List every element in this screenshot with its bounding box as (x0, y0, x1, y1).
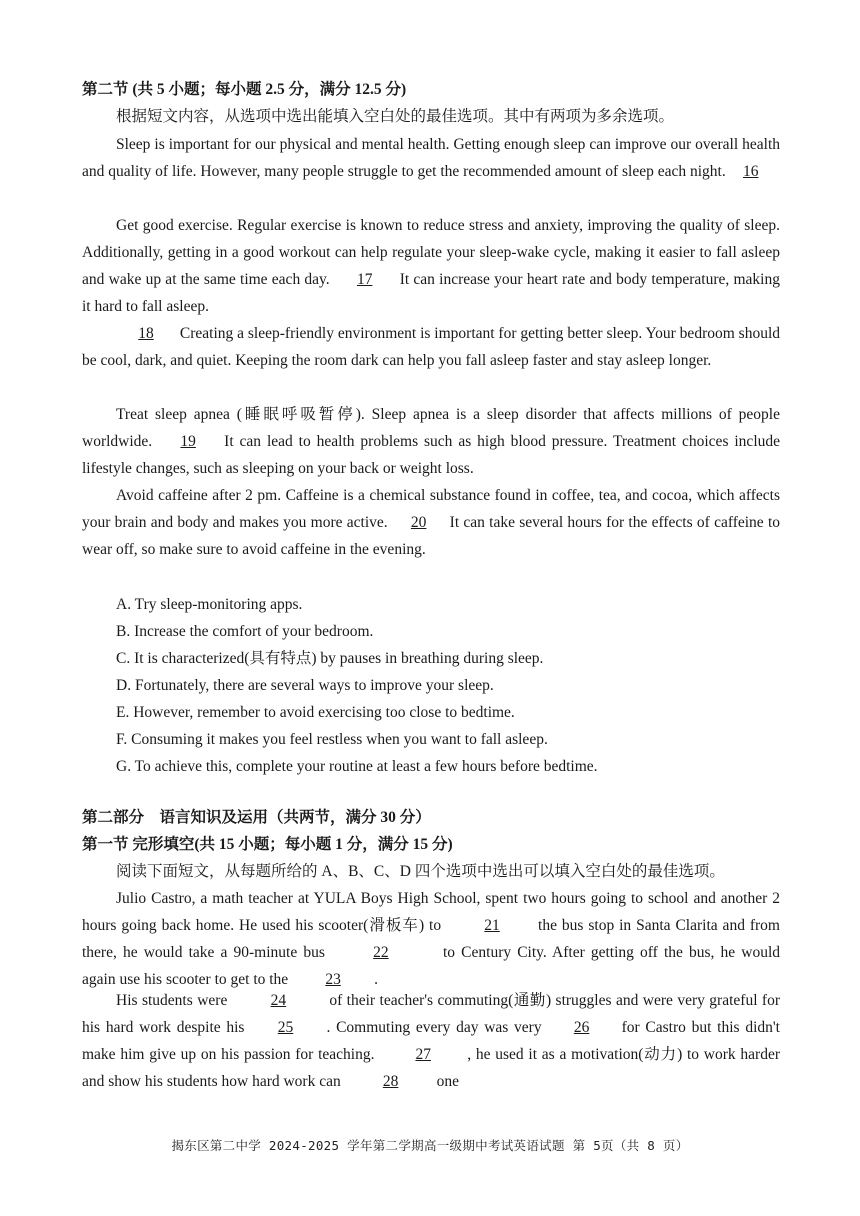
option-a: A. Try sleep-monitoring apps. (116, 596, 303, 613)
part-heading: 第二部分 语言知识及运用（共两节，满分 30 分） (82, 809, 431, 826)
paragraph-text: to Century City. After getting off the bus, he would again use his scooter to get to the (82, 944, 781, 988)
paragraph-text: of their teacher's commuting(通勤) struggles and were very grateful for his hard work despite his (82, 992, 781, 1036)
passage-paragraph-3 (82, 320, 780, 374)
option-g: G. To achieve this, complete your routine at least a few hours before bedtime. (116, 758, 598, 775)
answer-blank-26[interactable]: 26 (573, 1019, 590, 1036)
paragraph-text: Treat sleep apnea (睡眠呼吸暂停). Sleep apnea is a sleep disorder that affects millions of people worldwide. (82, 406, 780, 450)
paragraph-text: It can lead to health problems such as high blood pressure. Treatment choices include lifestyle changes, such as sleeping on your back or weight loss. (82, 433, 780, 477)
option-c: C. It is characterized(具有特点) by pauses in breathing during sleep. (116, 650, 544, 667)
option-d: D. Fortunately, there are several ways to improve your sleep. (116, 677, 494, 694)
answer-blank-25[interactable]: 25 (277, 1019, 294, 1036)
paragraph-text: Get good exercise. Regular exercise is known to reduce stress and anxiety, improving the quality of sleep. Additionally, getting in a good workout can help regulate your sleep-wake cycle, making it easier to fall asleep and wake up at the same time each day. (82, 217, 780, 288)
passage-paragraph-1 (82, 131, 780, 185)
paragraph-text: Avoid caffeine after 2 pm. Caffeine is a chemical substance found in coffee, tea, and cocoa, which affects your brain and body and makes you more active. (82, 487, 780, 531)
section-heading: 第一节 完形填空(共 15 小题；每小题 1 分，满分 15 分) (82, 836, 453, 853)
answer-blank-20[interactable]: 20 (410, 514, 427, 531)
option-f: F. Consuming it makes you feel restless when you want to fall asleep. (116, 731, 548, 748)
answer-blank-22[interactable]: 22 (373, 944, 389, 961)
paragraph-text: for Castro but this didn't make him give up on his passion for teaching. (82, 1019, 780, 1063)
paragraph-text: His students were (116, 992, 228, 1009)
answer-blank-28[interactable]: 28 (382, 1073, 399, 1090)
paragraph-text: Creating a sleep-friendly environment is important for getting better sleep. Your bedroom should be cool, dark, and quiet. Keeping the room dark can help you fall asleep faster and stay asleep longer. (82, 325, 780, 369)
cloze-paragraph-1 (82, 885, 780, 993)
paragraph-text: one (436, 1073, 459, 1090)
answer-blank-23[interactable]: 23 (325, 971, 341, 988)
paragraph-text: , he used it as a motivation(动力) to work harder and show his students how hard work can (82, 1046, 780, 1090)
option-e: E. However, remember to avoid exercising too close to bedtime. (116, 704, 515, 721)
paragraph-text: the bus stop in Santa Clarita and from there, he would take a 90-minute bus (82, 917, 780, 961)
answer-blank-27[interactable]: 27 (415, 1046, 431, 1063)
paragraph-text: . Commuting every day was very (326, 1019, 542, 1036)
answer-blank-24[interactable]: 24 (270, 992, 287, 1009)
option-b: B. Increase the comfort of your bedroom. (116, 623, 374, 640)
paragraph-text: Julio Castro, a math teacher at YULA Boys High School, spent two hours going to school and another 2 hours going back home. He used his scooter(滑板车) to (82, 890, 780, 934)
answer-blank-17[interactable]: 17 (356, 271, 373, 288)
paragraph-text: It can increase your heart rate and body temperature, making it hard to fall asleep. (82, 271, 780, 315)
answer-blank-16[interactable]: 16 (742, 163, 759, 180)
page-footer: 揭东区第二中学 2024-2025 学年第二学期高一级期中考试英语试题 第 5页（共 8 页） (171, 1138, 689, 1153)
paragraph-text: It can take several hours for the effects of caffeine to wear off, so make sure to avoid caffeine in the evening. (82, 514, 781, 558)
answer-blank-19[interactable]: 19 (180, 433, 196, 450)
answer-blank-21[interactable]: 21 (484, 917, 500, 934)
section-heading: 第二节 (共 5 小题；每小题 2.5 分，满分 12.5 分) (82, 81, 407, 98)
section-instruction: 根据短文内容，从选项中选出能填入空白处的最佳选项。其中有两项为多余选项。 (116, 108, 675, 125)
paragraph-text: Sleep is important for our physical and mental health. Getting enough sleep can improve our overall health and quality of life. However, many people struggle to get the recommended amount of sleep each night. (82, 136, 780, 180)
cloze-paragraph-2 (82, 987, 780, 1095)
section-instruction: 阅读下面短文，从每题所给的 A、B、C、D 四个选项中选出可以填入空白处的最佳选项。 (116, 863, 725, 880)
passage-paragraph-5 (82, 482, 780, 563)
passage-paragraph-4 (82, 401, 780, 482)
answer-blank-18[interactable]: 18 (138, 325, 154, 342)
paragraph-text: . (374, 971, 378, 988)
passage-paragraph-2 (82, 212, 780, 320)
